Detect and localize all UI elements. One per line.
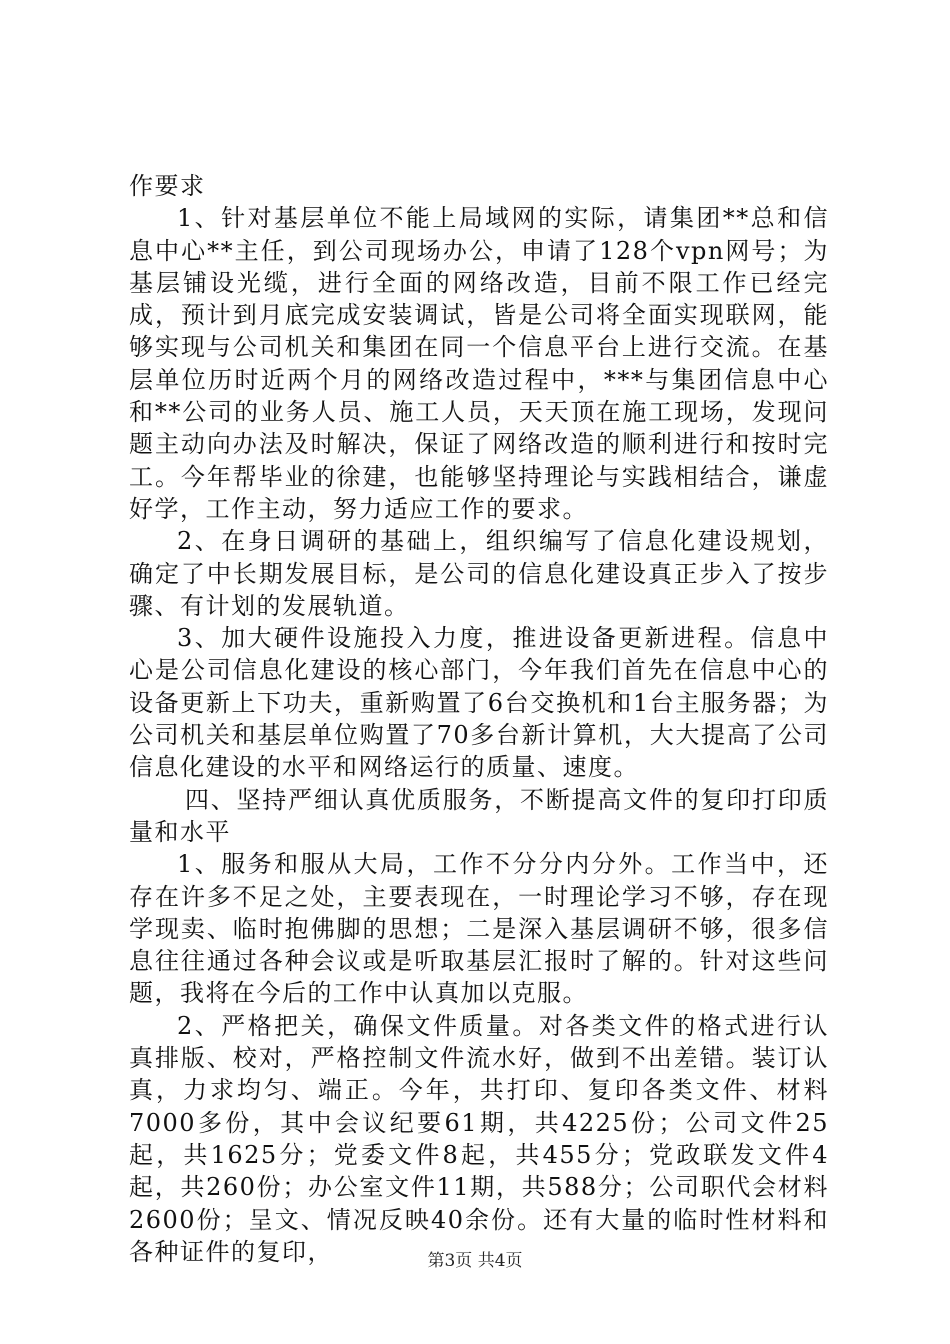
paragraph-item-3: 3、加大硬件设施投入力度，推进设备更新进程。信息中心是公司信息化建设的核心部门，今年我们首先在信息中心的设备更新上下功夫，重新购置了6台交换机和1台主服务器；为公司机关和基层单位购置了70多台新计算机，大大提高了公司信息化建设的水平和网络运行的质量、速度。	[129, 624, 829, 782]
section-heading-4: 四、坚持严细认真优质服务，不断提高文件的复印打印质量和水平	[129, 785, 829, 846]
paragraph-continuation: 作要求	[129, 172, 206, 200]
page-number-footer: 第3页 共4页	[427, 1251, 523, 1271]
paragraph-item-2: 2、在身日调研的基础上，组织编写了信息化建设规划，确定了中长期发展目标，是公司的信息化建设真正步入了按步骤、有计划的发展轨道。	[129, 527, 829, 620]
paragraph-section4-item-1: 1、服务和服从大局，工作不分分内分外。工作当中，还存在许多不足之处，主要表现在，一时理论学习不够，存在现学现卖、临时抱佛脚的思想；二是深入基层调研不够，很多信息往往通过各种会议或是听取基层汇报时了解的。针对这些问题，我将在今后的工作中认真加以克服。	[129, 850, 829, 1008]
paragraph-item-1: 1、针对基层单位不能上局域网的实际，请集团**总和信息中心**主任，到公司现场办公，申请了128个vpn网号；为基层铺设光缆，进行全面的网络改造，目前不限工作已经完成，预计到月底完成安装调试，皆是公司将全面实现联网，能够实现与公司机关和集团在同一个信息平台上进行交流。在基层单位历时近两个月的网络改造过程中，***与集团信息中心和**公司的业务人员、施工人员，天天顶在施工现场，发现问题主动向办法及时解决，保证了网络改造的顺利进行和按时完工。今年帮毕业的徐建，也能够坚持理论与实践相结合，谦虚好学，工作主动，努力适应工作的要求。	[129, 204, 829, 523]
paragraph-section4-item-2: 2、严格把关，确保文件质量。对各类文件的格式进行认真排版、校对，严格控制文件流水好，做到不出差错。装订认真，力求均匀、端正。今年，共打印、复印各类文件、材料7000多份，其中会议纪要61期，共4225份；公司文件25起，共1625分；党委文件8起，共455分；党政联发文件4起，共260份；办公室文件11期，共588分；公司职代会材料2600份；呈文、情况反映40余份。还有大量的临时性材料和各种证件的复印，	[129, 1011, 829, 1266]
document-body	[129, 170, 829, 1268]
